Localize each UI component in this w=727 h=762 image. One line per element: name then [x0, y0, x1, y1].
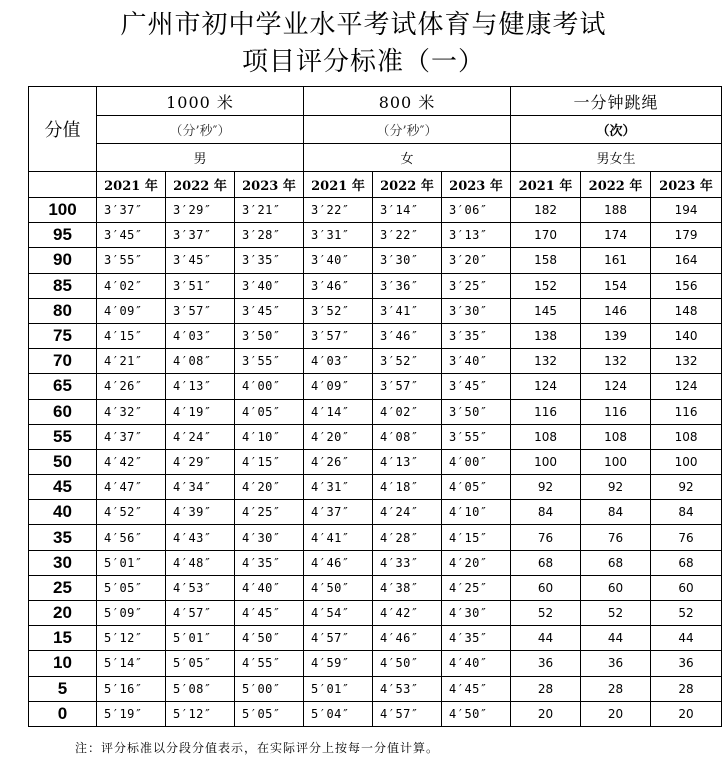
table-row: [29, 424, 722, 449]
jump-rope-count-cell: 148: [651, 298, 722, 323]
score-cell: 95: [29, 223, 97, 248]
jump-rope-count-cell: 28: [581, 676, 651, 701]
score-cell: 85: [29, 273, 97, 298]
table-row: [29, 500, 722, 525]
jump-rope-count-cell: 156: [651, 273, 722, 298]
time-800m-cell: 4′54″: [304, 601, 373, 626]
jump-rope-count-cell: 60: [511, 575, 581, 600]
time-1000m-cell: 4′56″: [97, 525, 166, 550]
jump-rope-count-cell: 116: [651, 399, 722, 424]
time-1000m-cell: 4′15″: [97, 323, 166, 348]
score-header: 分值: [29, 87, 97, 172]
time-800m-cell: 3′14″: [373, 198, 442, 223]
event-1000m-header: 1000 米: [97, 87, 304, 116]
time-1000m-cell: 4′15″: [235, 449, 304, 474]
score-cell: 35: [29, 525, 97, 550]
jump-rope-count-cell: 161: [581, 248, 651, 273]
jump-rope-count-cell: 76: [581, 525, 651, 550]
time-1000m-cell: 4′40″: [235, 575, 304, 600]
jump-rope-count-cell: 28: [651, 676, 722, 701]
jump-rope-count-cell: 92: [651, 475, 722, 500]
score-cell: 50: [29, 449, 97, 474]
jump-rope-count-cell: 146: [581, 298, 651, 323]
jump-rope-count-cell: 76: [651, 525, 722, 550]
table-row: [29, 323, 722, 348]
time-800m-cell: 4′57″: [304, 626, 373, 651]
table-row: [29, 525, 722, 550]
score-cell: 40: [29, 500, 97, 525]
jump-rope-count-cell: 100: [511, 449, 581, 474]
table-row: [29, 601, 722, 626]
year-header-800m: 2021 年: [304, 172, 373, 198]
score-cell: 10: [29, 651, 97, 676]
year-header-1000m: 2022 年: [166, 172, 235, 198]
time-1000m-cell: 4′08″: [166, 349, 235, 374]
jump-rope-count-cell: 60: [581, 575, 651, 600]
time-1000m-cell: 4′34″: [166, 475, 235, 500]
table-row: [29, 550, 722, 575]
time-800m-cell: 4′20″: [304, 424, 373, 449]
time-1000m-cell: 5′09″: [97, 601, 166, 626]
time-800m-cell: 4′05″: [442, 475, 511, 500]
time-800m-cell: 4′09″: [304, 374, 373, 399]
table-row: [29, 651, 722, 676]
time-1000m-cell: 5′01″: [166, 626, 235, 651]
time-1000m-cell: 4′20″: [235, 475, 304, 500]
time-800m-cell: 3′30″: [442, 298, 511, 323]
time-800m-cell: 4′59″: [304, 651, 373, 676]
jump-rope-count-cell: 52: [581, 601, 651, 626]
table-row: [29, 575, 722, 600]
time-800m-cell: 3′57″: [373, 374, 442, 399]
jump-rope-count-cell: 132: [581, 349, 651, 374]
score-cell: 100: [29, 198, 97, 223]
time-800m-cell: 4′53″: [373, 676, 442, 701]
time-800m-cell: 4′26″: [304, 449, 373, 474]
time-1000m-cell: 3′37″: [166, 223, 235, 248]
time-1000m-cell: 3′50″: [235, 323, 304, 348]
time-1000m-cell: 3′45″: [97, 223, 166, 248]
time-800m-cell: 4′03″: [304, 349, 373, 374]
jump-rope-count-cell: 124: [651, 374, 722, 399]
unit-jump-rope: （次）: [511, 116, 722, 144]
jump-rope-count-cell: 100: [581, 449, 651, 474]
score-cell: 80: [29, 298, 97, 323]
time-1000m-cell: 3′55″: [97, 248, 166, 273]
gender-1000m: 男: [97, 144, 304, 172]
year-header-jump-rope: 2021 年: [511, 172, 581, 198]
time-1000m-cell: 4′03″: [166, 323, 235, 348]
jump-rope-count-cell: 84: [511, 500, 581, 525]
table-row: [29, 248, 722, 273]
table-row: [29, 223, 722, 248]
event-800m-header: 800 米: [304, 87, 511, 116]
jump-rope-count-cell: 179: [651, 223, 722, 248]
time-800m-cell: 4′02″: [373, 399, 442, 424]
time-800m-cell: 3′52″: [373, 349, 442, 374]
table-row: [29, 198, 722, 223]
jump-rope-count-cell: 84: [581, 500, 651, 525]
jump-rope-count-cell: 36: [581, 651, 651, 676]
time-1000m-cell: 5′05″: [235, 701, 304, 726]
time-1000m-cell: 5′19″: [97, 701, 166, 726]
year-header-blank: [29, 172, 97, 198]
jump-rope-count-cell: 116: [511, 399, 581, 424]
time-1000m-cell: 3′45″: [235, 298, 304, 323]
score-cell: 5: [29, 676, 97, 701]
time-1000m-cell: 4′19″: [166, 399, 235, 424]
score-cell: 45: [29, 475, 97, 500]
jump-rope-count-cell: 92: [511, 475, 581, 500]
time-800m-cell: 4′15″: [442, 525, 511, 550]
time-1000m-cell: 4′52″: [97, 500, 166, 525]
time-800m-cell: 4′30″: [442, 601, 511, 626]
time-800m-cell: 3′30″: [373, 248, 442, 273]
jump-rope-count-cell: 140: [651, 323, 722, 348]
time-800m-cell: 3′06″: [442, 198, 511, 223]
time-1000m-cell: 4′13″: [166, 374, 235, 399]
time-1000m-cell: 4′02″: [97, 273, 166, 298]
time-800m-cell: 4′45″: [442, 676, 511, 701]
time-1000m-cell: 4′53″: [166, 575, 235, 600]
table-row: [29, 399, 722, 424]
time-800m-cell: 3′13″: [442, 223, 511, 248]
table-row: [29, 349, 722, 374]
time-800m-cell: 4′40″: [442, 651, 511, 676]
score-cell: 15: [29, 626, 97, 651]
time-800m-cell: 3′45″: [442, 374, 511, 399]
time-1000m-cell: 3′21″: [235, 198, 304, 223]
time-800m-cell: 3′31″: [304, 223, 373, 248]
table-row: [29, 298, 722, 323]
time-800m-cell: 3′35″: [442, 323, 511, 348]
jump-rope-count-cell: 28: [511, 676, 581, 701]
time-800m-cell: 3′36″: [373, 273, 442, 298]
score-cell: 65: [29, 374, 97, 399]
time-800m-cell: 3′50″: [442, 399, 511, 424]
time-800m-cell: 5′01″: [304, 676, 373, 701]
time-1000m-cell: 5′01″: [97, 550, 166, 575]
time-800m-cell: 4′46″: [373, 626, 442, 651]
time-800m-cell: 3′57″: [304, 323, 373, 348]
jump-rope-count-cell: 182: [511, 198, 581, 223]
time-1000m-cell: 5′16″: [97, 676, 166, 701]
event-jump-rope-header: 一分钟跳绳: [511, 87, 722, 116]
jump-rope-count-cell: 44: [581, 626, 651, 651]
time-1000m-cell: 5′08″: [166, 676, 235, 701]
jump-rope-count-cell: 152: [511, 273, 581, 298]
jump-rope-count-cell: 158: [511, 248, 581, 273]
jump-rope-count-cell: 139: [581, 323, 651, 348]
time-1000m-cell: 5′05″: [166, 651, 235, 676]
jump-rope-count-cell: 68: [511, 550, 581, 575]
page-title: 广州市初中学业水平考试体育与健康考试: [120, 10, 607, 40]
time-800m-cell: 4′24″: [373, 500, 442, 525]
time-800m-cell: 4′38″: [373, 575, 442, 600]
time-1000m-cell: 4′09″: [97, 298, 166, 323]
table-row: [29, 475, 722, 500]
score-cell: 60: [29, 399, 97, 424]
jump-rope-count-cell: 52: [651, 601, 722, 626]
unit-1000m: （分’秒″）: [97, 116, 304, 144]
time-800m-cell: 5′04″: [304, 701, 373, 726]
time-1000m-cell: 4′35″: [235, 550, 304, 575]
jump-rope-count-cell: 44: [651, 626, 722, 651]
jump-rope-count-cell: 68: [651, 550, 722, 575]
time-800m-cell: 4′00″: [442, 449, 511, 474]
time-1000m-cell: 4′47″: [97, 475, 166, 500]
jump-rope-count-cell: 52: [511, 601, 581, 626]
time-800m-cell: 4′42″: [373, 601, 442, 626]
time-800m-cell: 3′40″: [442, 349, 511, 374]
time-800m-cell: 3′40″: [304, 248, 373, 273]
score-cell: 25: [29, 575, 97, 600]
time-1000m-cell: 4′48″: [166, 550, 235, 575]
time-1000m-cell: 4′26″: [97, 374, 166, 399]
jump-rope-count-cell: 174: [581, 223, 651, 248]
time-800m-cell: 4′25″: [442, 575, 511, 600]
time-800m-cell: 4′46″: [304, 550, 373, 575]
jump-rope-count-cell: 68: [581, 550, 651, 575]
time-800m-cell: 4′20″: [442, 550, 511, 575]
time-800m-cell: 4′13″: [373, 449, 442, 474]
jump-rope-count-cell: 170: [511, 223, 581, 248]
jump-rope-count-cell: 108: [511, 424, 581, 449]
time-1000m-cell: 4′55″: [235, 651, 304, 676]
footnote: 注：评分标准以分段分值表示，在实际评分上按每一分值计算。: [75, 741, 440, 755]
jump-rope-count-cell: 76: [511, 525, 581, 550]
jump-rope-count-cell: 100: [651, 449, 722, 474]
time-800m-cell: 4′33″: [373, 550, 442, 575]
jump-rope-count-cell: 164: [651, 248, 722, 273]
gender-jump-rope: 男女生: [511, 144, 722, 172]
time-1000m-cell: 3′37″: [97, 198, 166, 223]
jump-rope-count-cell: 154: [581, 273, 651, 298]
time-800m-cell: 4′08″: [373, 424, 442, 449]
jump-rope-count-cell: 132: [651, 349, 722, 374]
time-800m-cell: 4′41″: [304, 525, 373, 550]
time-1000m-cell: 3′57″: [166, 298, 235, 323]
score-cell: 90: [29, 248, 97, 273]
time-1000m-cell: 4′39″: [166, 500, 235, 525]
table-row: [29, 273, 722, 298]
time-800m-cell: 4′10″: [442, 500, 511, 525]
score-cell: 75: [29, 323, 97, 348]
gender-800m: 女: [304, 144, 511, 172]
jump-rope-count-cell: 138: [511, 323, 581, 348]
time-800m-cell: 4′50″: [442, 701, 511, 726]
jump-rope-count-cell: 84: [651, 500, 722, 525]
year-header-800m: 2023 年: [442, 172, 511, 198]
time-1000m-cell: 4′57″: [166, 601, 235, 626]
scoring-standards-table: [28, 86, 722, 727]
time-1000m-cell: 5′12″: [97, 626, 166, 651]
time-800m-cell: 3′52″: [304, 298, 373, 323]
jump-rope-count-cell: 124: [581, 374, 651, 399]
jump-rope-count-cell: 188: [581, 198, 651, 223]
table-row: [29, 449, 722, 474]
time-800m-cell: 3′41″: [373, 298, 442, 323]
time-1000m-cell: 4′21″: [97, 349, 166, 374]
jump-rope-count-cell: 36: [651, 651, 722, 676]
jump-rope-count-cell: 145: [511, 298, 581, 323]
time-800m-cell: 4′50″: [304, 575, 373, 600]
time-1000m-cell: 3′29″: [166, 198, 235, 223]
jump-rope-count-cell: 116: [581, 399, 651, 424]
time-1000m-cell: 5′00″: [235, 676, 304, 701]
time-1000m-cell: 4′05″: [235, 399, 304, 424]
table-row: [29, 701, 722, 726]
time-1000m-cell: 4′50″: [235, 626, 304, 651]
year-header-1000m: 2023 年: [235, 172, 304, 198]
jump-rope-count-cell: 194: [651, 198, 722, 223]
table-row: [29, 374, 722, 399]
score-cell: 30: [29, 550, 97, 575]
time-800m-cell: 3′46″: [373, 323, 442, 348]
time-1000m-cell: 5′12″: [166, 701, 235, 726]
table-row: [29, 626, 722, 651]
time-1000m-cell: 5′05″: [97, 575, 166, 600]
time-1000m-cell: 3′55″: [235, 349, 304, 374]
score-cell: 0: [29, 701, 97, 726]
time-800m-cell: 3′55″: [442, 424, 511, 449]
time-800m-cell: 4′14″: [304, 399, 373, 424]
jump-rope-count-cell: 92: [581, 475, 651, 500]
time-1000m-cell: 4′30″: [235, 525, 304, 550]
time-1000m-cell: 3′45″: [166, 248, 235, 273]
time-800m-cell: 4′37″: [304, 500, 373, 525]
time-1000m-cell: 3′40″: [235, 273, 304, 298]
time-1000m-cell: 4′42″: [97, 449, 166, 474]
time-1000m-cell: 3′35″: [235, 248, 304, 273]
time-800m-cell: 3′25″: [442, 273, 511, 298]
jump-rope-count-cell: 108: [651, 424, 722, 449]
time-800m-cell: 4′35″: [442, 626, 511, 651]
time-1000m-cell: 4′10″: [235, 424, 304, 449]
unit-800m: （分’秒″）: [304, 116, 511, 144]
time-1000m-cell: 4′00″: [235, 374, 304, 399]
time-800m-cell: 4′28″: [373, 525, 442, 550]
jump-rope-count-cell: 20: [511, 701, 581, 726]
time-800m-cell: 4′31″: [304, 475, 373, 500]
jump-rope-count-cell: 108: [581, 424, 651, 449]
table-row: [29, 676, 722, 701]
jump-rope-count-cell: 20: [651, 701, 722, 726]
year-header-1000m: 2021 年: [97, 172, 166, 198]
year-header-jump-rope: 2022 年: [581, 172, 651, 198]
jump-rope-count-cell: 36: [511, 651, 581, 676]
jump-rope-count-cell: 124: [511, 374, 581, 399]
time-800m-cell: 3′20″: [442, 248, 511, 273]
score-cell: 70: [29, 349, 97, 374]
time-800m-cell: 3′22″: [304, 198, 373, 223]
time-1000m-cell: 4′24″: [166, 424, 235, 449]
time-1000m-cell: 3′28″: [235, 223, 304, 248]
time-1000m-cell: 5′14″: [97, 651, 166, 676]
time-1000m-cell: 4′45″: [235, 601, 304, 626]
page-subtitle: 项目评分标准（一）: [241, 47, 485, 77]
jump-rope-count-cell: 20: [581, 701, 651, 726]
time-800m-cell: 4′18″: [373, 475, 442, 500]
time-1000m-cell: 4′29″: [166, 449, 235, 474]
jump-rope-count-cell: 44: [511, 626, 581, 651]
time-800m-cell: 4′50″: [373, 651, 442, 676]
jump-rope-count-cell: 132: [511, 349, 581, 374]
time-1000m-cell: 4′32″: [97, 399, 166, 424]
time-800m-cell: 4′57″: [373, 701, 442, 726]
year-header-800m: 2022 年: [373, 172, 442, 198]
jump-rope-count-cell: 60: [651, 575, 722, 600]
score-cell: 20: [29, 601, 97, 626]
time-1000m-cell: 4′43″: [166, 525, 235, 550]
time-800m-cell: 3′46″: [304, 273, 373, 298]
time-1000m-cell: 3′51″: [166, 273, 235, 298]
score-cell: 55: [29, 424, 97, 449]
time-1000m-cell: 4′37″: [97, 424, 166, 449]
time-800m-cell: 3′22″: [373, 223, 442, 248]
year-header-jump-rope: 2023 年: [651, 172, 722, 198]
time-1000m-cell: 4′25″: [235, 500, 304, 525]
